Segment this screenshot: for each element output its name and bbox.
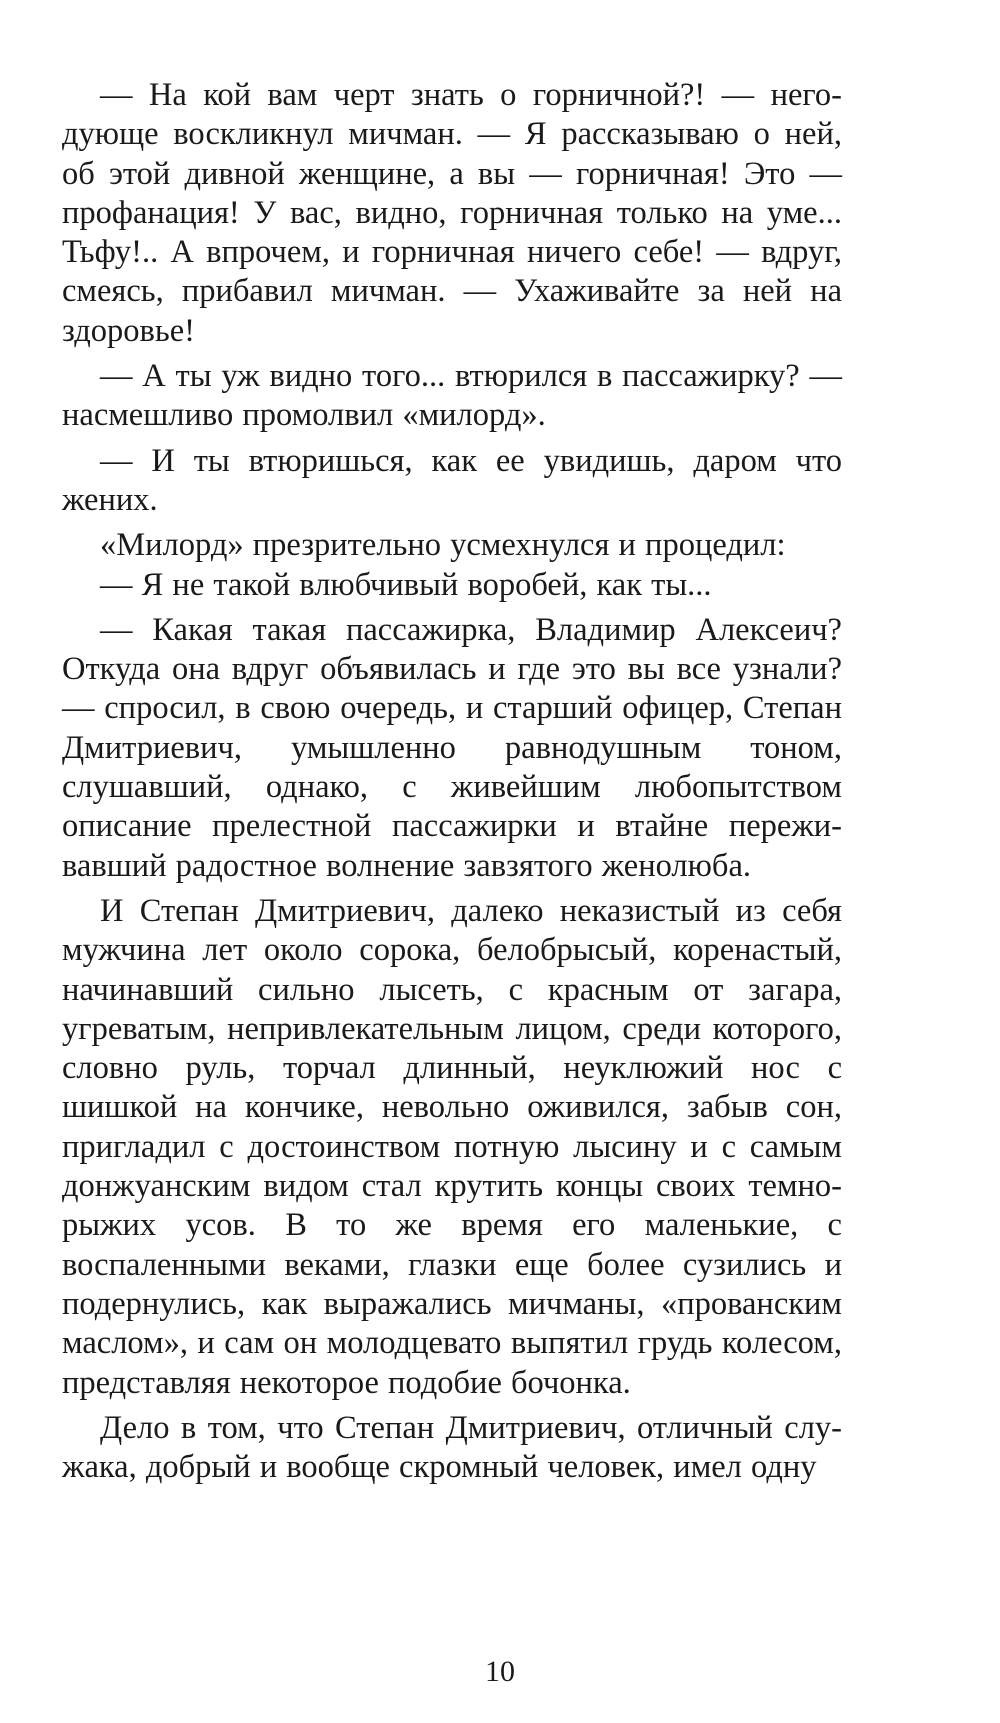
paragraph-5: — Я не такой влюбчивый воробей, как ты... xyxy=(100,566,712,603)
paragraph-4: «Милорд» презрительно усмехнулся и процедил: xyxy=(100,527,786,564)
paragraph-2: — А ты уж видно того... втюрился в пассажирку? — насмешливо промолвил «милорд». xyxy=(62,358,842,434)
paragraph-8: Дело в том, что Степан Дмитриевич, отличный служака, добрый и вообще скромный человек, имел одну xyxy=(62,1409,842,1486)
paragraph-3: — И ты втюришься, как ее увидишь, даром что жених. xyxy=(62,442,842,518)
page-number: 10 xyxy=(485,1655,515,1688)
paragraph-7: И Степан Дмитриевич, далеко неказистый из себя мужчина лет около сорока, белобрысый, коренастый, начинавший сильно лысеть, с красным от загара, угреватым, непривлекательным лицом, среди которого, словно руль, торчал длинный, неуклюжий нос с шишкой на кончике, невольно оживился, забыв сон, пригладил с достоинством потную лысину и с самым донжуанским видом стал крутить концы своих темно-рыжих усов. В то же время его маленькие, с воспаленными веками, глазки еще более сузились и подернулись, как выражались мичманы, «прованским маслом», и сам он молодцевато выпятил грудь колесом, представляя некоторое подобие бочонка. xyxy=(62,892,842,1401)
paragraph-1: — На кой вам черт знать о горничной?! — негодующе воскликнул мичман. — Я рассказываю о ней, об этой дивной женщине, а вы — горничная! Это — профанация! У вас, видно, горничная только на уме... Тьфу!.. А впрочем, и горничная ничего себе! — вдруг, смеясь, прибавил мичман. — Ухаживайте за ней на здоровье! xyxy=(62,77,842,349)
paragraph-6: — Какая такая пассажирка, Владимир Алексеич? Откуда она вдруг объявилась и где это вы все узнали? — спросил, в свою очередь, и старший офицер, Степан Дмитриевич, умышленно равнодушным тоном, слушавший, однако, с живейшим любопытством описание прелестной пассажирки и втайне переживавший радостное волнение завзятого женолюба. xyxy=(62,611,842,884)
body-text xyxy=(62,76,842,1487)
